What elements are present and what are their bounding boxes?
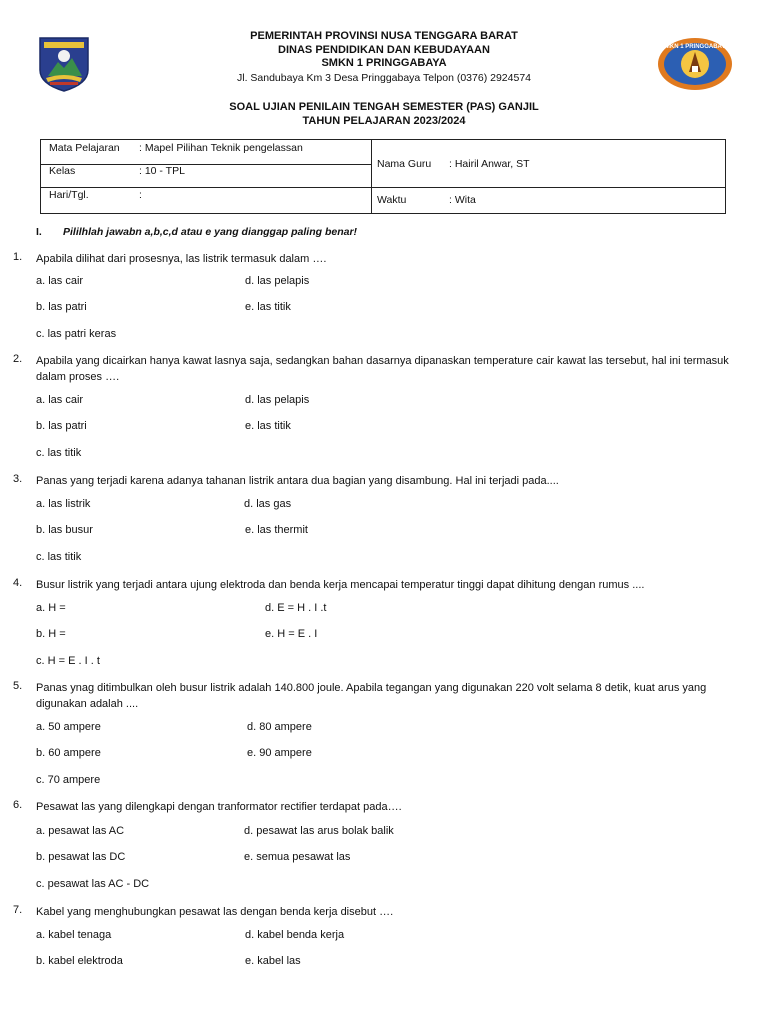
day-date-value: : [139, 189, 142, 201]
school-logo-icon [656, 36, 734, 92]
option-e: e. las titik [245, 301, 291, 313]
header-address: Jl. Sandubaya Km 3 Desa Pringgabaya Telpon (0376) 2924574 [236, 71, 531, 84]
header-province: PEMERINTAH PROVINSI NUSA TENGGARA BARAT [250, 30, 518, 42]
option-e: e. 90 ampere [247, 747, 312, 759]
question-text: Apabila dilihat dari prosesnya, las listrik termasuk dalam …. [36, 253, 327, 265]
instruction-text: Pililhlah jawabn a,b,c,d atau e yang dianggap paling benar! [63, 226, 358, 238]
subject-label: Mata Pelajaran [49, 142, 120, 154]
letterhead [0, 30, 768, 90]
exam-title-line1: SOAL UJIAN PENILAIN TENGAH SEMESTER (PAS) GANJIL [229, 101, 539, 113]
question-number: 5. [13, 680, 23, 692]
option-d: d. kabel benda kerja [245, 929, 345, 941]
table-divider [41, 187, 725, 188]
school-logo-text: SMKN 1 PRINGGABAYA [660, 44, 730, 50]
question-number: 1. [13, 251, 23, 263]
question-text: Panas ynag ditimbulkan oleh busur listrik adalah 140.800 joule. Apabila tegangan yang digunakan 220 volt selama 8 detik, kuat arus yang digunakan adalah .... [36, 682, 707, 710]
option-a: a. pesawat las AC [36, 825, 125, 837]
option-c: c. H = E . I . t [36, 655, 100, 667]
option-a: a. kabel tenaga [36, 929, 112, 941]
option-e: e. las thermit [245, 524, 308, 536]
option-d: d. 80 ampere [247, 721, 312, 733]
header-school-name: SMKN 1 PRINGGABAYA [321, 57, 447, 69]
day-date-label: Hari/Tgl. [49, 189, 89, 201]
table-divider [41, 164, 371, 165]
question-number: 7. [13, 904, 23, 916]
option-e: e. las titik [245, 420, 291, 432]
question-number: 2. [13, 353, 23, 365]
time-value: : Wita [449, 194, 476, 206]
option-d: d. E = H . I .t [265, 602, 327, 614]
exam-title [0, 100, 768, 128]
option-b: b. kabel elektroda [36, 955, 123, 967]
option-a: a. las listrik [36, 498, 91, 510]
option-b: b. 60 ampere [36, 747, 101, 759]
option-e: e. kabel las [245, 955, 301, 967]
question-number: 4. [13, 577, 23, 589]
question-number: 6. [13, 799, 23, 811]
time-label: Waktu [377, 194, 407, 206]
exam-title-line2: TAHUN PELAJARAN 2023/2024 [302, 115, 466, 127]
option-c: c. pesawat las AC - DC [36, 878, 150, 890]
option-a: a. 50 ampere [36, 721, 101, 733]
option-e: e. H = E . I [265, 628, 318, 640]
option-b: b. las busur [36, 524, 93, 536]
option-c: c. las patri keras [36, 328, 117, 340]
option-b: b. H = [36, 628, 66, 640]
subject-value: : Mapel Pilihan Teknik pengelassan [139, 142, 303, 154]
question-number: 3. [13, 473, 23, 485]
option-a: a. H = [36, 602, 66, 614]
option-d: d. pesawat las arus bolak balik [244, 825, 394, 837]
question-text: Apabila yang dicairkan hanya kawat lasnya saja, sedangkan bahan dasarnya dipanaskan temperature cair kawat las tersebut, hal ini termasuk dalam proses …. [36, 355, 729, 383]
question-text: Kabel yang menghubungkan pesawat las dengan benda kerja disebut …. [36, 906, 394, 918]
class-value: : 10 - TPL [139, 165, 185, 177]
option-c: c. 70 ampere [36, 774, 101, 786]
option-b: b. las patri [36, 420, 87, 432]
section-instruction [36, 226, 358, 238]
header-department: DINAS PENDIDIKAN DAN KEBUDAYAAN [278, 43, 490, 56]
class-label: Kelas [49, 165, 76, 177]
teacher-label: Nama Guru [377, 158, 432, 170]
question-text: Busur listrik yang terjadi antara ujung elektroda dan benda kerja mencapai temperatur tinggi dapat dihitung dengan rumus .... [36, 579, 645, 591]
teacher-value: : Hairil Anwar, ST [449, 158, 530, 170]
question-text: Pesawat las yang dilengkapi dengan tranformator rectifier terdapat pada…. [36, 801, 402, 813]
option-c: c. las titik [36, 551, 82, 563]
option-d: d. las pelapis [245, 394, 310, 406]
option-b: b. pesawat las DC [36, 851, 126, 863]
section-number: I. [36, 226, 42, 238]
option-b: b. las patri [36, 301, 87, 313]
option-d: d. las pelapis [245, 275, 310, 287]
option-a: a. las cair [36, 394, 84, 406]
option-c: c. las titik [36, 447, 82, 459]
option-e: e. semua pesawat las [244, 851, 351, 863]
table-divider [371, 140, 372, 213]
option-d: d. las gas [244, 498, 292, 510]
question-text: Panas yang terjadi karena adanya tahanan listrik antara dua bagian yang disambung. Hal ini terjadi pada.... [36, 475, 559, 487]
option-a: a. las cair [36, 275, 84, 287]
exam-info-table [40, 139, 726, 214]
